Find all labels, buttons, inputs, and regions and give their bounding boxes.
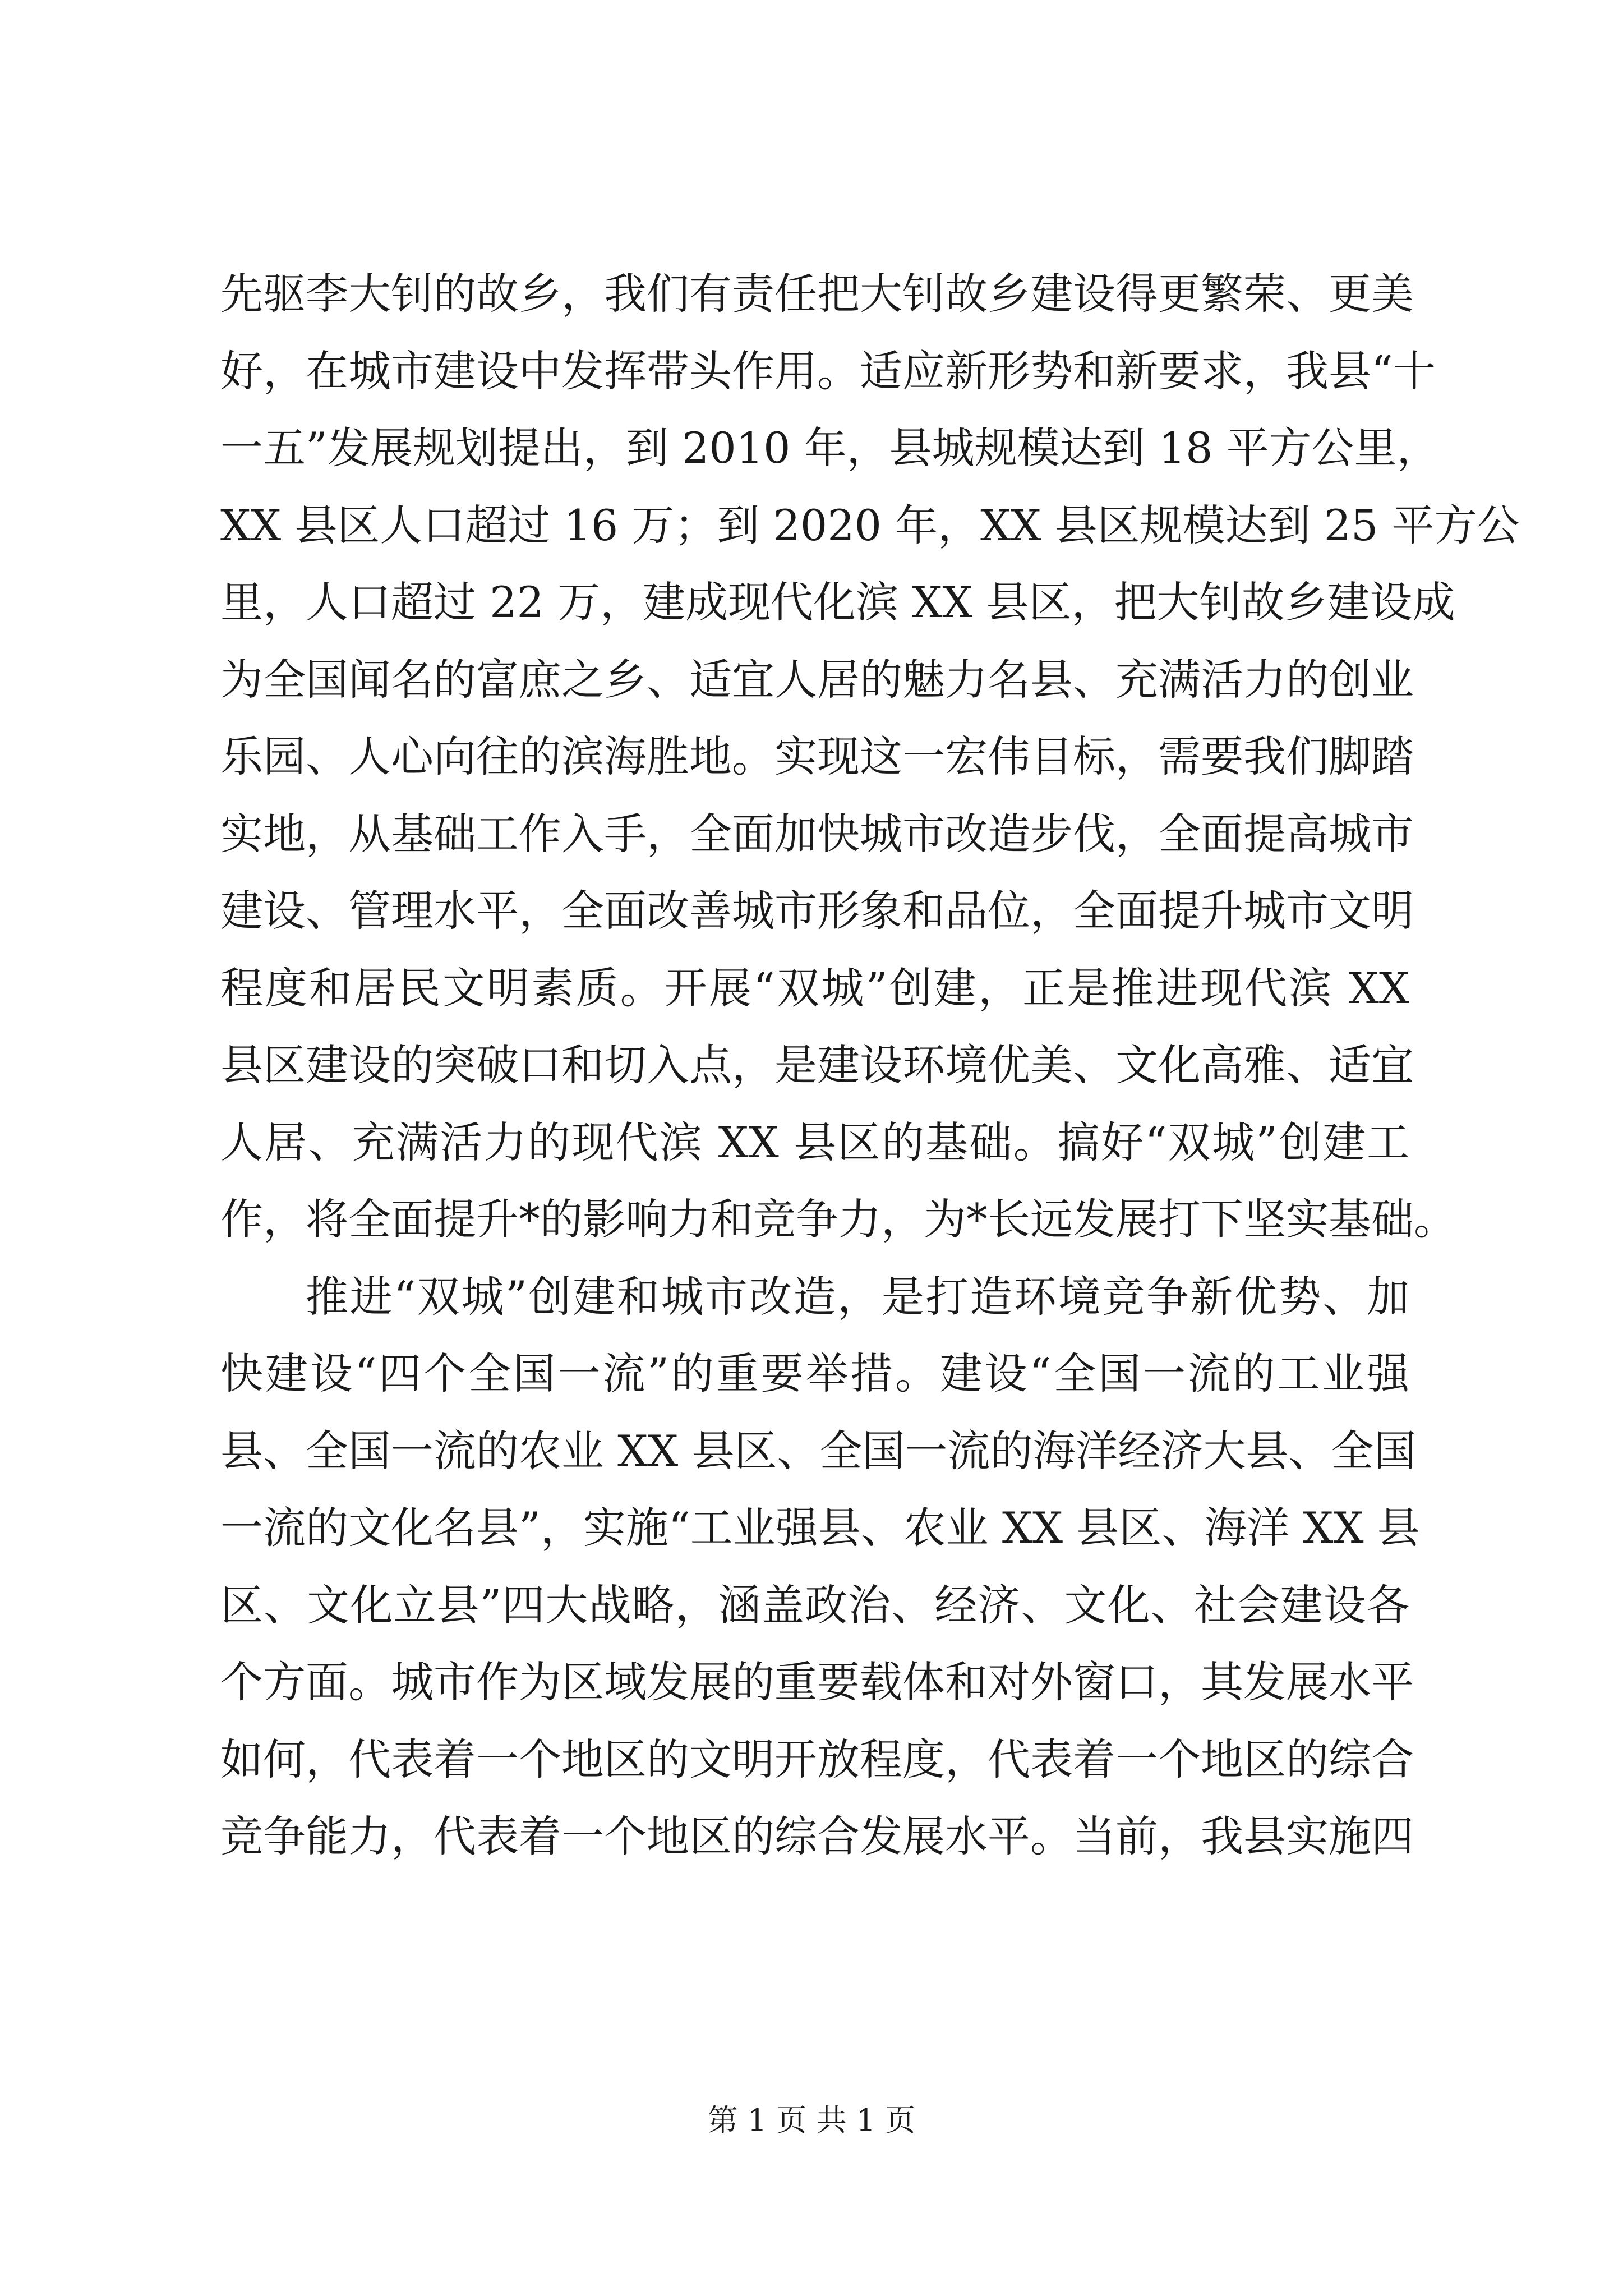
text-line: 实地，从基础工作入手，全面加快城市改造步伐，全面提高城市 — [220, 808, 1414, 859]
paragraph-start-line: 推进“双城”创建和城市改造，是打造环境竞争新优势、加 — [306, 1271, 1409, 1322]
text-line: XX 县区人口超过 16 万；到 2020 年，XX 县区规模达到 25 平方公 — [220, 500, 1520, 550]
text-line: 竞争能力，代表着一个地区的综合发展水平。当前，我县实施四 — [220, 1811, 1414, 1861]
text-line: 建设、管理水平，全面改善城市形象和品位，全面提升城市文明 — [220, 886, 1414, 936]
text-line: 一五”发展规划提出，到 2010 年，县城规模达到 18 平方公里， — [220, 423, 1440, 473]
text-line: 快建设“四个全国一流”的重要举措。建设“全国一流的工业强 — [220, 1349, 1409, 1398]
text-line: 如何，代表着一个地区的文明开放程度，代表着一个地区的综合 — [220, 1734, 1414, 1784]
page-footer: 第 1 页 共 1 页 — [707, 2102, 916, 2138]
text-line: 人居、充满活力的现代滨 XX 县区的基础。搞好“双城”创建工 — [220, 1117, 1409, 1167]
text-line: 程度和居民文明素质。开展“双城”创建，正是推进现代滨 XX — [220, 963, 1409, 1013]
paragraph-end-line: 作，将全面提升*的影响力和竞争力，为*长远发展打下坚实基础。 — [220, 1194, 1456, 1244]
text-line: 县区建设的突破口和切入点，是建设环境优美、文化高雅、适宜 — [220, 1040, 1414, 1090]
text-line: 县、全国一流的农业 XX 县区、全国一流的海洋经济大县、全国 — [220, 1425, 1417, 1476]
text-line: 好，在城市建设中发挥带头作用。适应新形势和新要求，我县“十 — [220, 346, 1436, 396]
text-line: 为全国闻名的富庶之乡、适宜人居的魅力名县、充满活力的创业 — [220, 654, 1414, 705]
text-line: 一流的文化名县”，实施“工业强县、农业 XX 县区、海洋 XX 县 — [220, 1503, 1420, 1553]
body-text — [220, 255, 1520, 1875]
text-line: 里，人口超过 22 万，建成现代化滨 XX 县区，把大钊故乡建设成 — [220, 577, 1455, 627]
text-line: 个方面。城市作为区域发展的重要载体和对外窗口，其发展水平 — [220, 1657, 1414, 1707]
text-line: 乐园、人心向往的滨海胜地。实现这一宏伟目标，需要我们脚踏 — [220, 731, 1414, 781]
text-line: 先驱李大钊的故乡，我们有责任把大钊故乡建设得更繁荣、更美 — [220, 269, 1414, 319]
text-line: 区、文化立县”四大战略，涵盖政治、经济、文化、社会建设各 — [220, 1580, 1409, 1630]
